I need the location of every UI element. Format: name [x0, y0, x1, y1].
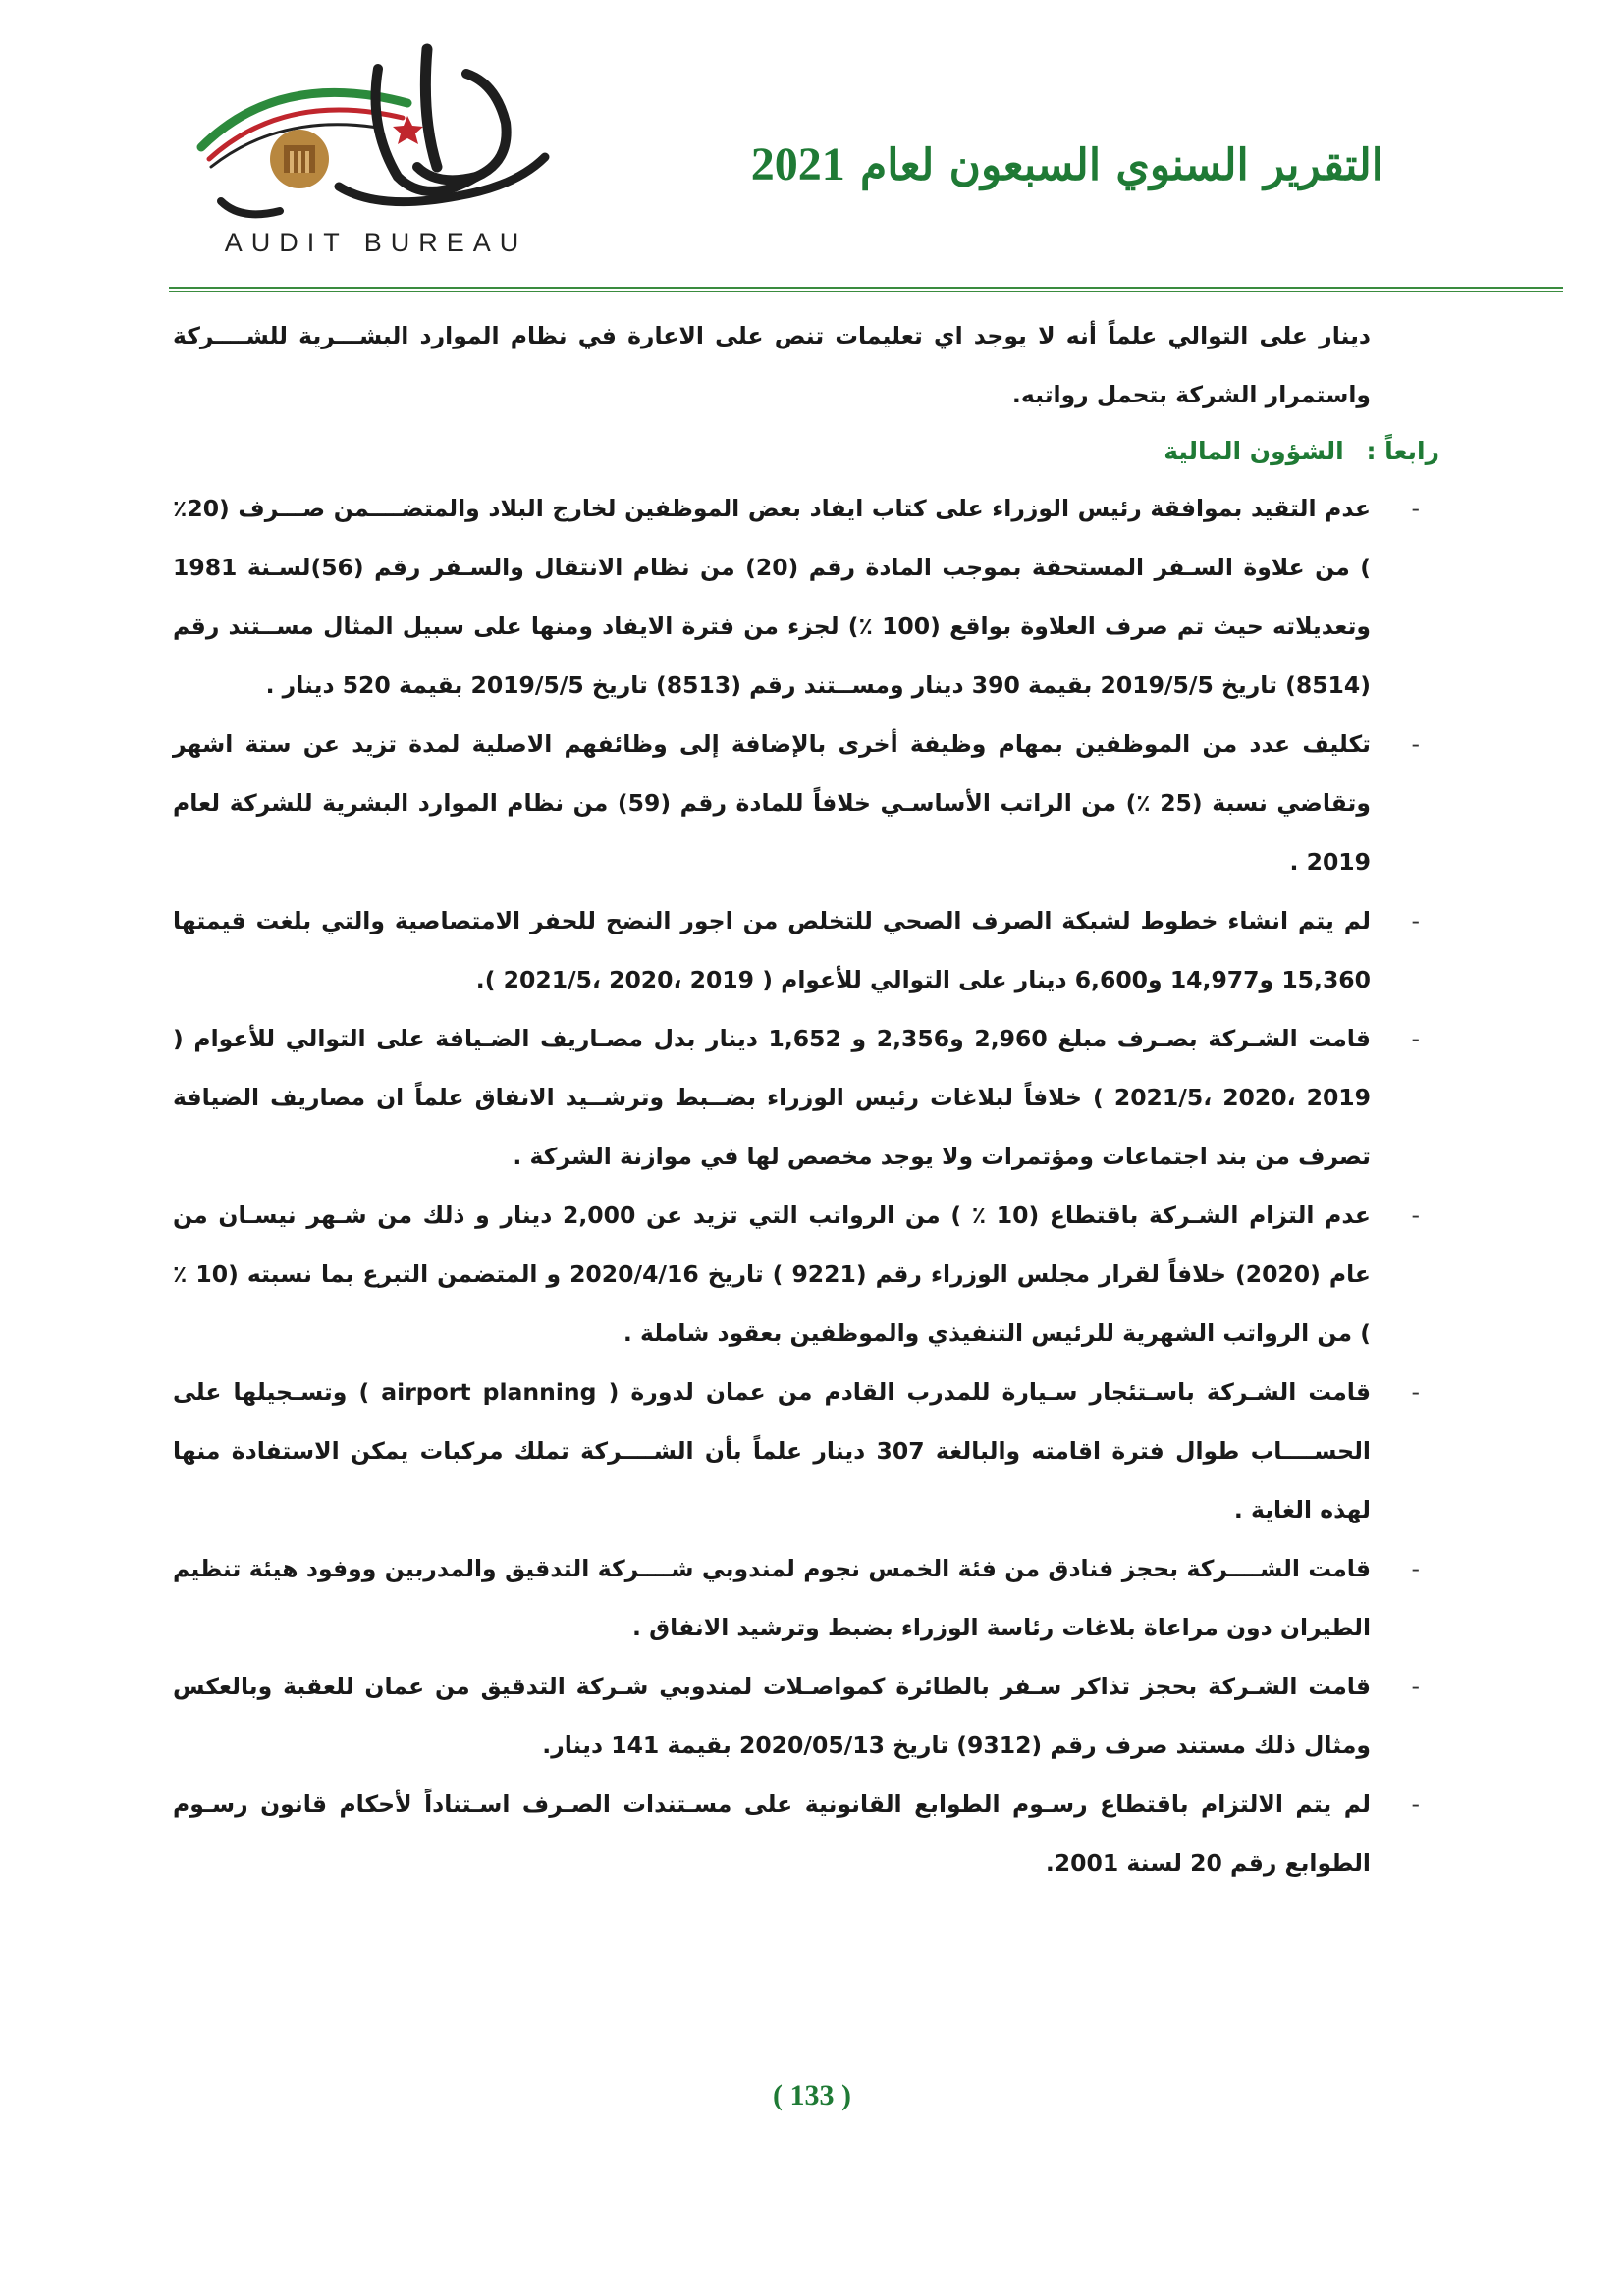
findings-list — [173, 479, 1420, 1893]
page-header — [0, 0, 1624, 294]
report-title-text: التقرير السنوي السبعون لعام — [860, 140, 1383, 190]
list-item-text: قامت الشـركة باسـتئجار سـيارة للمدرب القادم من عمان لدورة ( airport planning ) وتسـجيلها على الحســــاب طوال فترة اقامته والبالغة 307 دينار علماً بأن الشــــركة تملك مركبات يمكن الاستفادة منها لهذه الغاية . — [173, 1378, 1372, 1523]
report-title — [751, 137, 1383, 191]
list-item — [173, 479, 1420, 715]
list-item-text: عدم التزام الشـركة باقتطاع (10 ٪ ) من الرواتب التي تزيد عن 2,000 دينار و ذلك من شـهر نيسـان من عام (2020) خلافاً لقرار مجلس الوزراء رقم (9221 ) تاريخ 2020/4/16 و المتضمن التبرع بما نسبته (10 ٪ ) من الرواتب الشهرية للرئيس التنفيذي والموظفين بعقود شاملة . — [173, 1201, 1371, 1347]
logo-english-text: AUDIT BUREAU — [224, 228, 528, 257]
list-item — [173, 1009, 1420, 1186]
dash-bullet-icon: - — [1411, 1790, 1420, 1818]
section-label: رابعاً : — [1366, 437, 1439, 465]
list-item-text: قامت الشـركة بحجز تذاكر سـفر بالطائرة كمواصـلات لمندوبي شـركة التدقيق من عمان للعقبة وبالعكس ومثال ذلك مستند صرف رقم (9312) تاريخ 2020/05/13 بقيمة 141 دينار. — [173, 1673, 1371, 1759]
page-number: ( 133 ) — [773, 2079, 851, 2111]
dash-bullet-icon: - — [1411, 1025, 1420, 1052]
list-item — [173, 1362, 1420, 1539]
intro-paragraph: دينار على التوالي علماً أنه لا يوجد اي تعليمات تنص على الاعارة في نظام الموارد البشـــرية للشــــركة واستمرار الشركة بتحمل رواتبه. — [173, 322, 1371, 408]
section-heading — [173, 424, 1439, 479]
logo-arabic-text: ديوان المحاسبة — [371, 177, 378, 178]
list-item-text: لم يتم الالتزام باقتطاع رسـوم الطوابع القانونية على مسـتندات الصـرف اسـتناداً لأحكام قانون رسـوم الطوابع رقم 20 لسنة 2001. — [173, 1790, 1371, 1877]
list-item — [173, 891, 1420, 1009]
report-body — [173, 306, 1439, 1893]
list-item-text: تكليف عدد من الموظفين بمهام وظيفة أخرى بالإضافة إلى وظائفهم الاصلية لمدة تزيد عن ستة اشهر وتقاضي نسبة (25 ٪) من الراتب الأساسـي خلافاً للمادة رقم (59) من نظام الموارد البشرية للشركة لعام 2019 . — [173, 730, 1371, 876]
list-item — [173, 715, 1420, 891]
dash-bullet-icon: - — [1411, 495, 1420, 522]
list-item-text: قامت الشــــركة بحجز فنادق من فئة الخمس نجوم لمندوبي شــــركة التدقيق والمدربين ووفود هيئة تنظيم الطيران دون مراعاة بلاغات رئاسة الوزراء بضبط وترشيد الانفاق . — [173, 1555, 1371, 1641]
dash-bullet-icon: - — [1411, 1555, 1420, 1582]
dash-bullet-icon: - — [1411, 730, 1420, 758]
dash-bullet-icon: - — [1411, 1673, 1420, 1700]
dash-bullet-icon: - — [1411, 1201, 1420, 1229]
dash-bullet-icon: - — [1411, 1378, 1420, 1406]
header-divider — [169, 287, 1563, 292]
report-year: 2021 — [750, 138, 845, 190]
list-item-text: قامت الشـركة بصـرف مبلغ 2,960 و2,356 و 1,652 دينار بدل مصـاريف الضـيافة على التوالي للأعوام ( 2019 ،2020 ،2021/5 ) خلافاً لبلاغات رئيس الوزراء بضــبط وترشــيد الانفاق علماً ان مصاريف الضيافة تصرف من بند اجتماعات ومؤتمرات ولا يوجد مخصص لها في موازنة الشركة . — [173, 1025, 1371, 1170]
list-item — [173, 1539, 1420, 1657]
list-item-text: لم يتم انشاء خطوط لشبكة الصرف الصحي للتخلص من اجور النضح للحفر الامتصاصية والتي بلغت قيمتها 15,360 و14,977 و6,600 دينار على التوالي للأعوام ( 2019 ،2020 ،2021/5 ). — [173, 907, 1371, 993]
list-item — [173, 1657, 1420, 1775]
dash-bullet-icon: - — [1411, 907, 1420, 934]
list-item — [173, 1775, 1420, 1893]
section-title: الشؤون المالية — [1164, 437, 1344, 465]
list-item — [173, 1186, 1420, 1362]
list-item-text: عدم التقيد بموافقة رئيس الوزراء على كتاب ايفاد بعض الموظفين لخارج البلاد والمتضــــمن صـــرف (20٪ ) من علاوة السـفر المستحقة بموجب المادة رقم (20) من نظام الانتقال والسـفر رقم (56)لسـنة 1981 وتعديلاته حيث تم صرف العلاوة بواقع (100 ٪) لجزء من فترة الايفاد ومنها على سبيل المثال مســتند رقم (8514) تاريخ 2019/5/5 بقيمة 390 دينار ومســتند رقم (8513) تاريخ 2019/5/5 بقيمة 520 دينار . — [173, 495, 1372, 699]
